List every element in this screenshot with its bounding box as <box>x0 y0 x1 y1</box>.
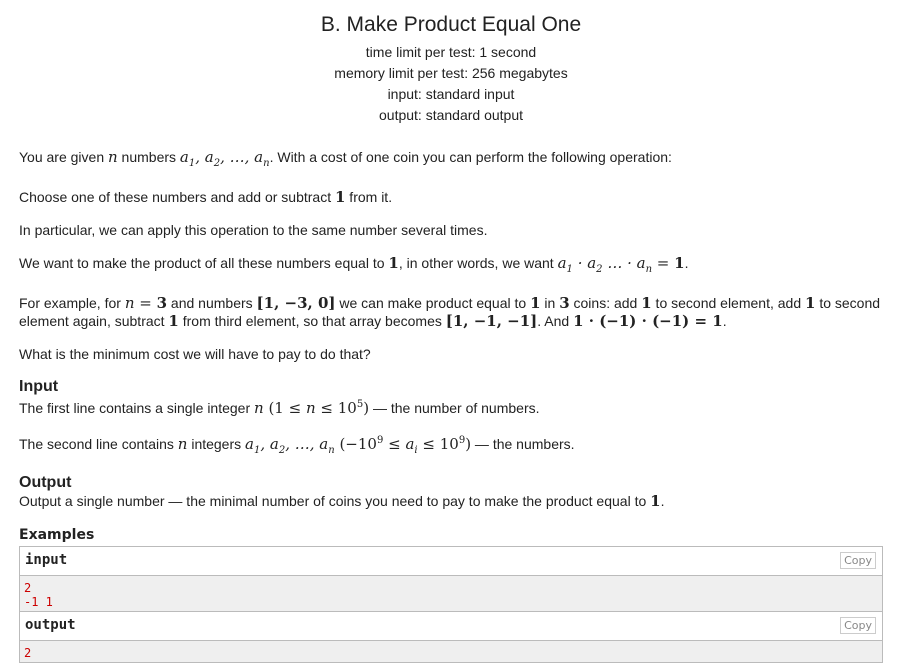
problem-title: B. Make Product Equal One <box>320 13 582 36</box>
input-heading: Input <box>19 378 59 395</box>
copy-output-button[interactable]: Copy <box>840 617 876 634</box>
statement-paragraph: You are given n numbers $a_1$, $a_2$, …, $a_n$. With a cost of one coin you can perform the following operation: <box>19 148 672 169</box>
examples <box>19 527 883 663</box>
legend <box>19 148 883 363</box>
example-input-value: 2 -1 1 <box>20 576 882 611</box>
example-output-label: output <box>25 617 76 633</box>
input-file: input: standard input <box>387 86 515 102</box>
input-line-1: The first line contains a single integer n $(1 \le n \le 10^5)$ — the number of numbers. <box>19 399 540 417</box>
statement-paragraph: In particular, we can apply this operation to the same number several times. <box>19 222 488 238</box>
input-specification <box>19 378 883 460</box>
output-line: Output a single number — the minimal number of coins you need to pay to make the product equal to 1. <box>19 492 665 510</box>
example-output-box <box>19 612 883 663</box>
time-limit: time limit per test: 1 second <box>365 44 537 60</box>
copy-input-button[interactable]: Copy <box>840 552 876 569</box>
output-specification <box>19 474 883 510</box>
statement-paragraph: Choose one of these numbers and add or subtract 1 from it. <box>19 188 393 206</box>
statement-paragraph: What is the minimum cost we will have to pay to do that? <box>19 346 371 362</box>
memory-limit: memory limit per test: 256 megabytes <box>334 65 568 81</box>
output-heading: Output <box>19 474 72 491</box>
problem-statement <box>0 11 902 663</box>
problem-limits <box>19 42 883 126</box>
example-input-label: input <box>25 552 68 568</box>
output-file: output: standard output <box>379 107 523 123</box>
statement-paragraph: We want to make the product of all these numbers equal to 1, in other words, we want $a_1 \cdot a_2$ … · $a_n = 1$. <box>19 254 689 275</box>
input-line-2: The second line contains n integers $a_1$, $a_2$, …, $a_n$ $(-10^9 \le a_i \le 10^9)$ — the numbers. <box>19 435 575 456</box>
example-output-value: 2 <box>20 641 882 662</box>
example-input-box <box>19 546 883 612</box>
statement-paragraph: For example, for n = 3 and numbers [1, −3, 0] we can make product equal to 1 in 3 coins: add 1 to second element, add 1 to second element again, subtract 1 from third element, so that array becomes [1, −1, −1]. And 1 · (−1) · (−1) = 1. <box>19 294 881 330</box>
examples-heading: Examples <box>19 527 95 543</box>
